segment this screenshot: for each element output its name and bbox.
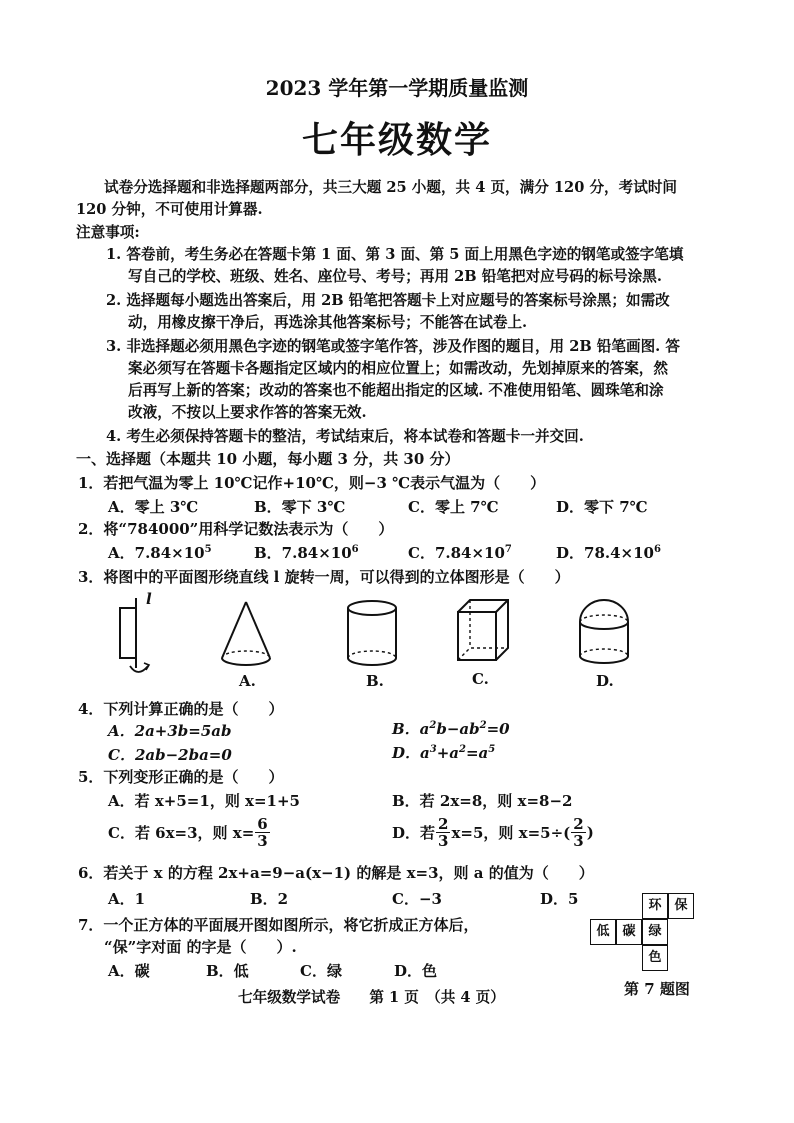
q3-label-d: D. [596, 672, 614, 690]
q1-option-a: A．零上 3℃ [108, 498, 199, 516]
net-cell-lv: 绿 [642, 919, 668, 945]
q7-stem-line-1: 7．一个正方体的平面展开图如图所示，将它折成正方体后， [78, 916, 479, 934]
net-cell-se: 色 [642, 945, 668, 971]
q4-option-b: B．$a^2b-ab^2=0$ [392, 720, 510, 738]
q1-option-c: C．零上 7℃ [408, 498, 499, 516]
q4-option-a: A．2a+3b=5ab [108, 722, 232, 740]
q1-option-d: D．零下 7℃ [556, 498, 648, 516]
q3-label-a: A. [239, 672, 256, 690]
q1-stem: 1．若把气温为零上 10℃记作+10℃，则−3 ℃表示气温为（ ） [78, 474, 546, 492]
q4-option-c: C．2ab−2ba=0 [108, 746, 232, 764]
q6-stem: 6．若关于 x 的方程 2x+a=9−a(x−1) 的解是 x=3，则 a 的值为（ ） [78, 864, 594, 882]
q1-option-b: B．零下 3℃ [254, 498, 346, 516]
q3-stem: 3．将图中的平面图形绕直线 l 旋转一周，可以得到的立体图形是（ ） [78, 568, 570, 586]
axis-l-label: l [146, 590, 152, 608]
q4-stem: 4．下列计算正确的是（ ） [78, 700, 284, 718]
q7-option-c: C．绿 [300, 962, 342, 980]
note-2-line-2: 动，用橡皮擦干净后，再选涂其他答案标号；不能答在试卷上. [128, 314, 528, 331]
q2-option-b: B．$7.84\times 10^6$ [254, 544, 359, 562]
q6-option-d: D．5 [540, 890, 579, 908]
section-1-heading: 一、选择题（本题共 10 小题，每小题 3 分，共 30 分） [76, 450, 460, 468]
q6-option-a: A．1 [108, 890, 146, 908]
q7-stem-line-2: “保”字对面 的字是（ ）. [104, 938, 297, 956]
net-cell-huan: 环 [642, 893, 668, 919]
cylinder-dome-figure [576, 598, 632, 668]
net-cell-di: 低 [590, 919, 616, 945]
q4-option-d: D．$a^3+a^2=a^5$ [392, 744, 496, 762]
page-footer: 七年级数学试卷 第 1 页 （共 4 页） [238, 989, 505, 1006]
q7-option-a: A．碳 [108, 962, 150, 980]
q3-label-b: B. [366, 672, 384, 690]
note-3-line-4: 改液，不按以上要求作答的答案无效. [128, 404, 367, 421]
q3-label-c: C. [472, 670, 489, 688]
cube-figure [456, 598, 510, 664]
net-cell-tan: 碳 [616, 919, 642, 945]
q7-option-d: D．色 [394, 962, 438, 980]
q2-option-c: C．$7.84\times 10^7$ [408, 544, 512, 562]
note-3-line-2: 案必须写在答题卡各题指定区域内的相应位置上；如需改动，先划掉原来的答案，然 [128, 360, 668, 377]
q5-option-b: B．若 2x=8，则 x=8−2 [392, 792, 573, 810]
rotation-figure [108, 592, 168, 682]
note-3-line-1: 3. 非选择题必须用黑色字迹的钢笔或签字笔作答，涉及作图的题目，用 2B 铅笔画图. 答 [106, 338, 680, 355]
q7-figure-caption: 第 7 题图 [624, 980, 690, 998]
q2-option-a: A．$7.84\times 10^5$ [108, 544, 212, 562]
cone-figure [216, 600, 276, 670]
exam-title: 2023 学年第一学期质量监测 [265, 76, 529, 100]
intro-line-2: 120 分钟，不可使用计算器. [76, 201, 263, 218]
note-4-line-1: 4. 考生必须保持答题卡的整洁，考试结束后，将本试卷和答题卡一并交回. [106, 428, 584, 445]
net-cell-bao: 保 [668, 893, 694, 919]
q5-stem: 5．下列变形正确的是（ ） [78, 768, 284, 786]
note-2-line-1: 2. 选择题每小题选出答案后，用 2B 铅笔把答题卡上对应题号的答案标号涂黑；如需改 [106, 292, 670, 309]
cylinder-figure [344, 598, 400, 670]
q6-option-c: C．−3 [392, 890, 442, 908]
notes-heading: 注意事项: [76, 224, 140, 241]
q6-option-b: B．2 [250, 890, 289, 908]
intro-line-1: 试卷分选择题和非选择题两部分，共三大题 25 小题，共 4 页，满分 120 分，考试时间 [104, 179, 678, 196]
subject-title: 七年级数学 [301, 119, 492, 161]
note-3-line-3: 后再写上新的答案；改动的答案也不能超出指定的区域. 不准使用铅笔、圆珠笔和涂 [128, 382, 664, 399]
q5-option-c: C．若 6x=3，则 x= $\frac{6}{3}$ [108, 815, 268, 850]
q7-option-b: B．低 [206, 962, 249, 980]
note-1-line-1: 1. 答卷前，考生务必在答题卡第 1 面、第 3 面、第 5 面上用黑色字迹的钢笔或签字笔填 [106, 246, 684, 263]
note-1-line-2: 写自己的学校、班级、姓名、座位号、考号；再用 2B 铅笔把对应号码的标号涂黑. [128, 268, 662, 285]
q5-option-d: D．若 $\frac{2}{3}$ x=5，则 x=5÷( $\frac{2}{3}$ ) [392, 815, 594, 850]
q2-stem: 2．将“784000”用科学记数法表示为（ ） [78, 520, 394, 538]
q2-option-d: D．$78.4\times 10^6$ [556, 544, 661, 562]
q5-option-a: A．若 x+5=1，则 x=1+5 [108, 792, 300, 810]
